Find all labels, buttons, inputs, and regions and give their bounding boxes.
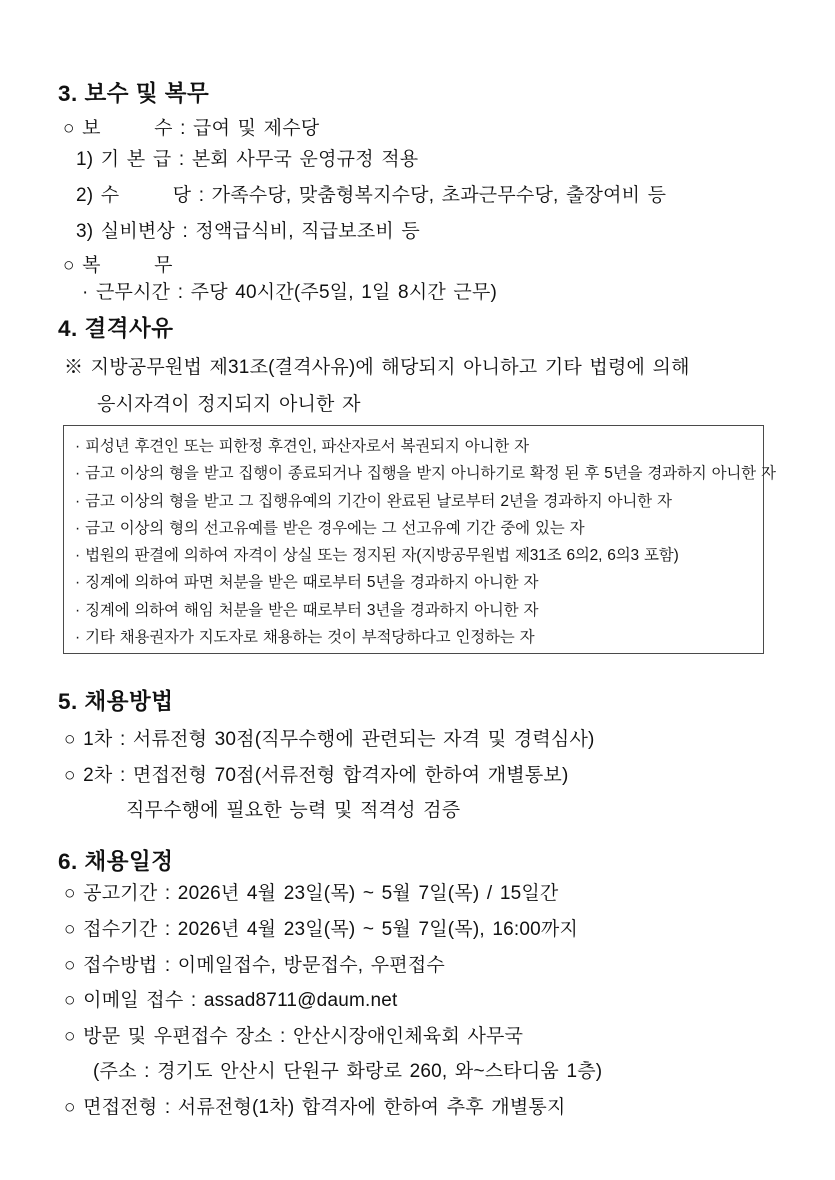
notice-period-line: ○ 공고기간 : 2026년 4월 23일(목) ~ 5월 7일(목) / 15일간 — [64, 883, 559, 904]
work-hours-line: · 근무시간 : 주당 40시간(주5일, 1일 8시간 근무) — [82, 282, 498, 303]
duty-line: ○ 복 무 — [63, 255, 173, 276]
email-line: ○ 이메일 접수 : assad8711@daum.net — [64, 990, 398, 1011]
apply-method-line: ○ 접수방법 : 이메일접수, 방문접수, 우편접수 — [64, 955, 445, 976]
expense-line: 3) 실비변상 : 정액급식비, 직급보조비 등 — [76, 221, 420, 242]
round1-line: ○ 1차 : 서류전형 30점(직무수행에 관련되는 자격 및 경력심사) — [64, 729, 595, 750]
pay-line: ○ 보 수 : 급여 및 제수당 — [63, 118, 320, 139]
disqualification-item: · 금고 이상의 형을 받고 집행이 종료되거나 집행을 받지 아니하기로 확정 된 후 5년을 경과하지 아니한 자 — [75, 465, 776, 483]
apply-period-line: ○ 접수기간 : 2026년 4월 23일(목) ~ 5월 7일(목), 16:00까지 — [64, 919, 578, 940]
disqualification-item: · 징계에 의하여 파면 처분을 받은 때로부터 5년을 경과하지 아니한 자 — [75, 574, 539, 592]
disqualification-item: · 기타 채용권자가 지도자로 채용하는 것이 부적당하다고 인정하는 자 — [75, 629, 535, 647]
section4-heading: 4. 결격사유 — [58, 316, 174, 341]
section3-heading: 3. 보수 및 복무 — [58, 81, 210, 106]
round2-line: ○ 2차 : 면접전형 70점(서류전형 합격자에 한하여 개별통보) — [64, 765, 569, 786]
basic-pay-line: 1) 기 본 급 : 본회 사무국 운영규정 적용 — [76, 149, 419, 170]
disqualification-item: · 피성년 후견인 또는 피한정 후견인, 파산자로서 복권되지 아니한 자 — [75, 438, 529, 455]
disqualification-note-line2: 응시자격이 정지되지 아니한 자 — [97, 394, 361, 415]
interview-line: ○ 면접전형 : 서류전형(1차) 합격자에 한하여 추후 개별통지 — [64, 1097, 566, 1118]
section5-heading: 5. 채용방법 — [58, 689, 174, 714]
section6-heading: 6. 채용일정 — [58, 849, 174, 874]
address-line: (주소 : 경기도 안산시 단원구 화랑로 260, 와~스타디움 1층) — [93, 1061, 603, 1082]
disqualification-item: · 금고 이상의 형을 받고 그 집행유예의 기간이 완료된 날로부터 2년을 경과하지 아니한 자 — [75, 492, 672, 510]
disqualification-box — [63, 425, 776, 654]
visit-mail-line: ○ 방문 및 우편접수 장소 : 안산시장애인체육회 사무국 — [64, 1026, 524, 1047]
disqualification-item: · 징계에 의하여 해임 처분을 받은 때로부터 3년을 경과하지 아니한 자 — [75, 601, 539, 619]
disqualification-item: · 법원의 판결에 의하여 자격이 상실 또는 정지된 자(지방공무원법 제31조 6의2, 6의3 포함) — [75, 547, 679, 565]
disqualification-item: · 금고 이상의 형의 선고유예를 받은 경우에는 그 선고유예 기간 중에 있는 자 — [75, 519, 585, 537]
round2-continuation-line: 직무수행에 필요한 능력 및 적격성 검증 — [126, 800, 461, 821]
allowance-line: 2) 수 당 : 가족수당, 맞춤형복지수당, 초과근무수당, 출장여비 등 — [76, 185, 667, 206]
disqualification-note-line1: ※ 지방공무원법 제31조(결격사유)에 해당되지 아니하고 기타 법령에 의해 — [64, 357, 690, 378]
